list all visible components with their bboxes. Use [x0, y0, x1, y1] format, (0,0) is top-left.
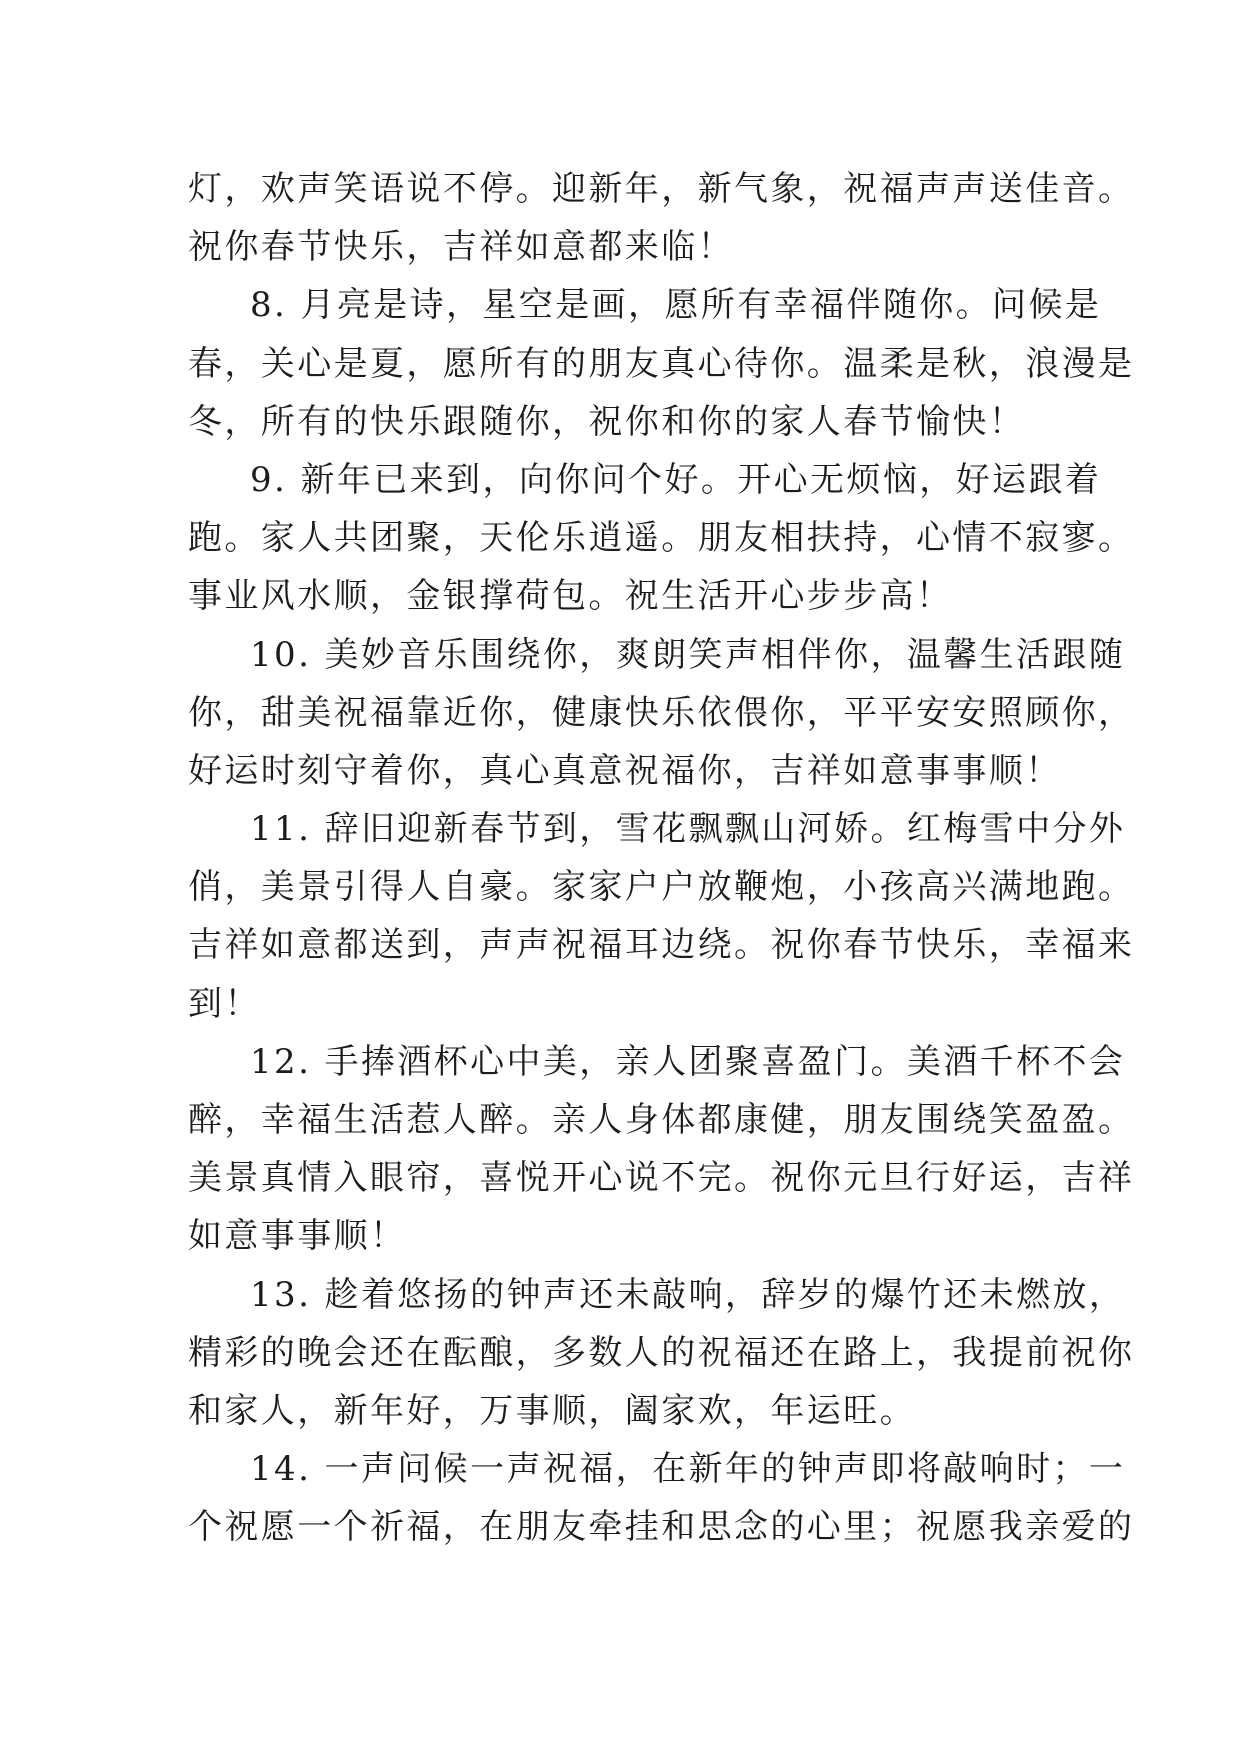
text-line: 春，关心是夏，愿所有的朋友真心待你。温柔是秋，浪漫是	[188, 343, 1135, 384]
text-line: 12. 手捧酒杯心中美，亲人团聚喜盈门。美酒千杯不会	[250, 1041, 1126, 1082]
text-line: 如意事事顺！	[188, 1216, 407, 1257]
text-line: 10. 美妙音乐围绕你，爽朗笑声相伴你，温馨生活跟随	[250, 634, 1126, 675]
paragraph-8	[188, 276, 1135, 451]
paragraph-11	[188, 800, 1135, 1033]
text-line: 9. 新年已来到，向你问个好。开心无烦恼，好运跟着	[250, 459, 1102, 500]
text-line: 13. 趁着悠扬的钟声还未敲响，辞岁的爆竹还未燃放，	[250, 1274, 1126, 1315]
paragraph-10	[188, 626, 1135, 801]
text-line: 吉祥如意都送到，声声祝福耳边绕。祝你春节快乐，幸福来	[188, 925, 1135, 966]
paragraph-13	[188, 1266, 1135, 1441]
text-line: 事业风水顺，金银撑荷包。祝生活开心步步高！	[188, 576, 953, 617]
paragraph-9	[188, 451, 1135, 626]
text-line: 11. 辞旧迎新春节到，雪花飘飘山河娇。红梅雪中分外	[250, 809, 1126, 850]
paragraph-14	[188, 1440, 1135, 1556]
text-line: 14. 一声问候一声祝福，在新年的钟声即将敲响时；一	[250, 1449, 1126, 1490]
document-body	[188, 160, 1135, 1557]
text-line: 你，甜美祝福靠近你，健康快乐依偎你，平平安安照顾你，	[188, 692, 1135, 733]
text-line: 到！	[188, 983, 261, 1024]
text-line: 精彩的晚会还在酝酿，多数人的祝福还在路上，我提前祝你	[188, 1332, 1135, 1373]
text-line: 冬，所有的快乐跟随你，祝你和你的家人春节愉快！	[188, 401, 1026, 442]
text-line: 跑。家人共团聚，天伦乐逍遥。朋友相扶持，心情不寂寥。	[188, 518, 1135, 559]
text-line: 醉，幸福生活惹人醉。亲人身体都康健，朋友围绕笑盈盈。	[188, 1100, 1135, 1140]
text-line: 好运时刻守着你，真心真意祝福你，吉祥如意事事顺！	[188, 750, 1062, 791]
text-line: 个祝愿一个祈福，在朋友牵挂和思念的心里；祝愿我亲爱的	[188, 1507, 1135, 1548]
text-line: 灯，欢声笑语说不停。迎新年，新气象，祝福声声送佳音。	[188, 169, 1135, 209]
text-line: 8. 月亮是诗，星空是画，愿所有幸福伴随你。问候是	[250, 285, 1102, 326]
text-line: 美景真情入眼帘，喜悦开心说不完。祝你元旦行好运，吉祥	[188, 1158, 1135, 1199]
paragraph-12	[188, 1033, 1135, 1266]
text-line: 俏，美景引得人自豪。家家户户放鞭炮，小孩高兴满地跑。	[188, 867, 1135, 908]
text-line: 和家人，新年好，万事顺，阖家欢，年运旺。	[188, 1390, 916, 1431]
paragraph-continuation	[188, 160, 1135, 276]
text-line: 祝你春节快乐，吉祥如意都来临！	[188, 227, 734, 268]
